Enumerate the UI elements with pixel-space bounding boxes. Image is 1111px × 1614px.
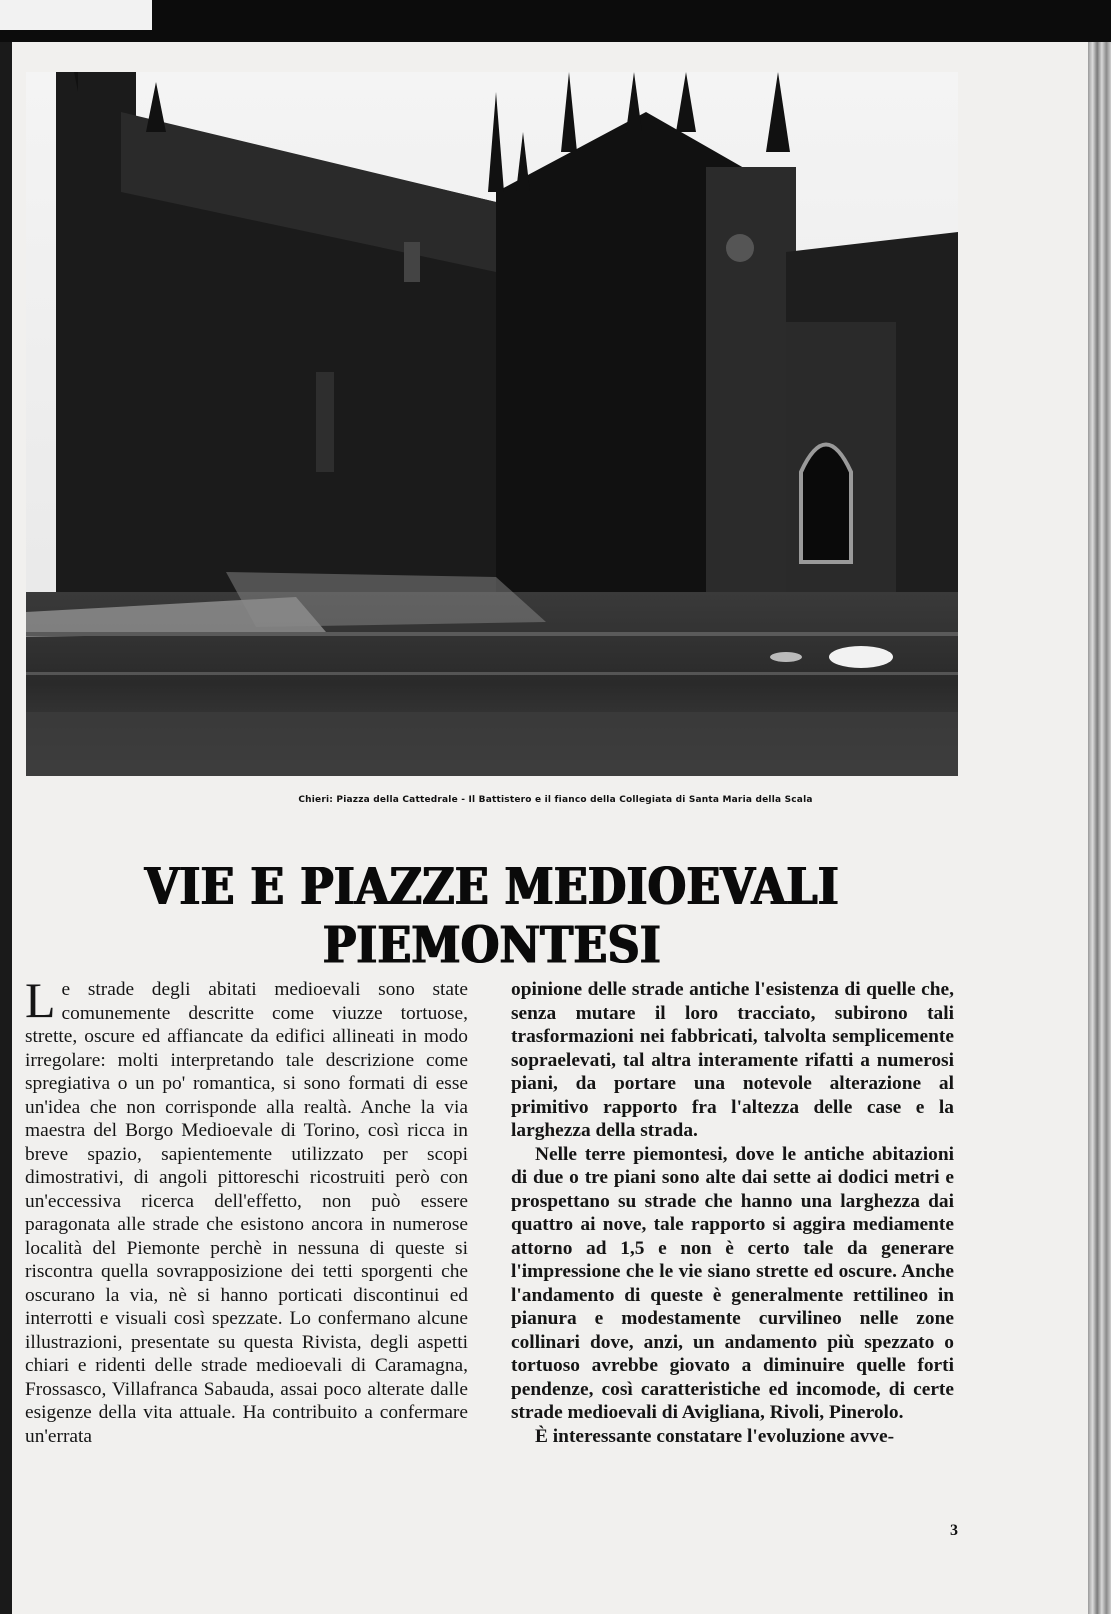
article-column-left: [25, 972, 468, 1448]
cathedral-photo: [26, 72, 958, 776]
article-column-right: [511, 978, 954, 1448]
page-stack-edge: [1088, 42, 1111, 1614]
right-paragraph-2: Nelle terre piemontesi, dove le antiche abitazioni di due o tre piani sono alte dai sette ai dodici metri e prospettano su strade che hanno una larghezza dai quattro ai nove, tale rapporto si aggira mediamente attorno ad 1,5 e non è certo tale da generare l'impressione che le vie siano strette ed oscure. Anche l'andamento di queste è generalmente rettilineo in pianura e modestamente curvilineo nelle zone collinari dove, anzi, un andamento più spezzato o tortuoso avrebbe giovato a diminuire quelle forti pendenze, così caratteristiche ed incomode, di certe strade medioevali di Avigliana, Rivoli, Pinerolo.: [511, 1143, 954, 1423]
left-column-text: e strade degli abitati medioevali sono state comunemente descritte come viuzze tortuose, strette, oscure ed affiancate da edifici allineati in modo irregolare: molti interpretando tale descrizione come spregiativa o un po' romantica, si sono formati di esse un'idea che non corrisponde alla realtà. Anche la via maestra del Borgo Medioevale di Torino, così ricca in breve spazio, sapientemente utilizzato per scopi dimostrativi, di angoli pittoreschi ricostruiti però con un'eccessiva ricerca dell'effetto, non può essere paragonata alle strade che esistono ancora in numerose località del Piemonte perchè in nessuna di queste si riscontra quella sovrapposizione dei tetti sporgenti che oscurano la via, nè si hanno porticati discontinui ed interrotti e visuali così spezzate. Lo confermano alcune illustrazioni, presentate su questa Rivista, degli aspetti chiari e ridenti delle strade medioevali di Caramagna, Frossasco, Villafranca Sabauda, assai poco alterate dalle esigenze della vita attuale. Ha contribuito a confermare un'errata: [25, 979, 468, 1447]
scan-margin: [0, 0, 152, 30]
article-title: VIE E PIAZZE MEDIOEVALI PIEMONTESI: [144, 858, 840, 976]
right-paragraph-3: È interessante constatare l'evoluzione avve-: [535, 1425, 895, 1447]
drop-cap: L: [25, 972, 56, 1028]
right-paragraph-1: opinione delle strade antiche l'esistenza di quelle che, senza mutare il loro tracciato, subirono tali trasformazioni nei fabbricati, talvolta semplicemente sopraelevati, tal altra interamente rifatti a numerosi piani, da portare una notevole alterazione al primitivo rapporto fra l'altezza delle case e la larghezza della strada.: [511, 979, 954, 1141]
photo-caption: Chieri: Piazza della Cattedrale - Il Battistero e il fianco della Collegiata di Santa Maria della Scala: [298, 795, 813, 805]
scan-left-rim: [0, 42, 12, 1614]
page-number: 3: [950, 1522, 958, 1539]
